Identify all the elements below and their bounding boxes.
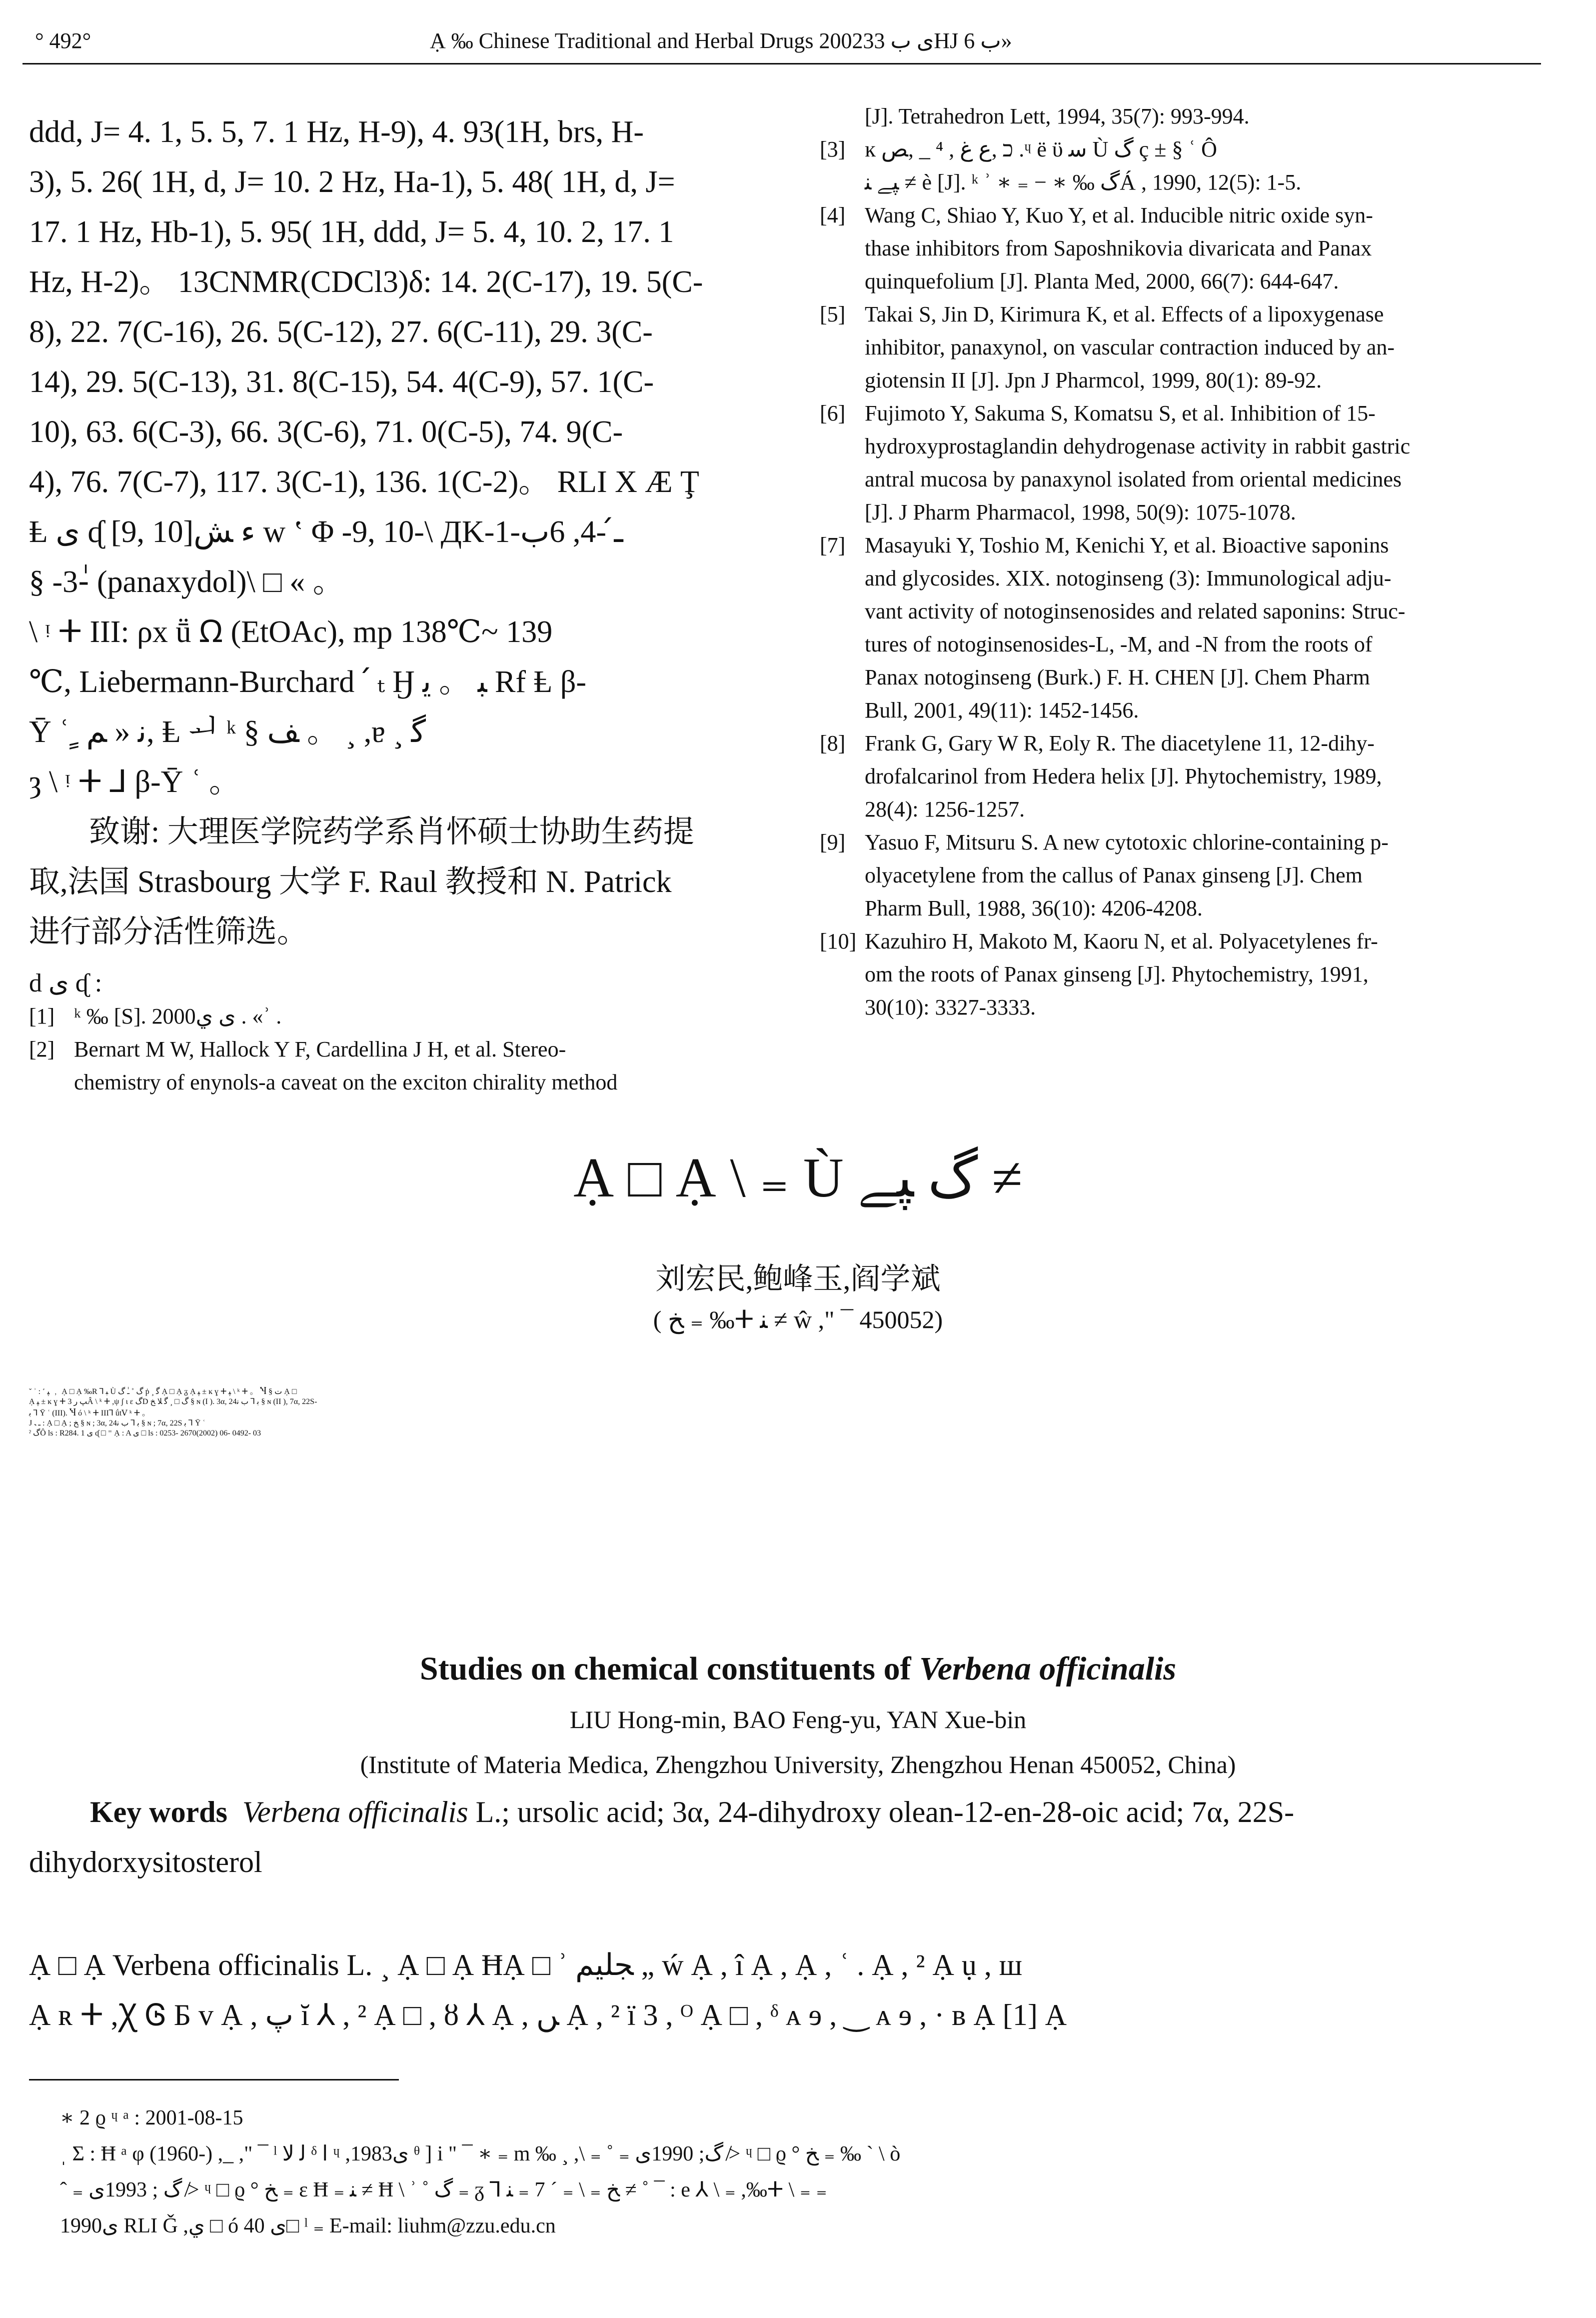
continued-nmr-text	[29, 107, 769, 807]
affiliation-cn: ( ﺦ ₌ ‰ⵜ ﻨ ≠ ŵ ," ¯ 450052)	[653, 1306, 943, 1334]
body-line: ℃, Liebermann-Burchard ՛ ₜ Ӈ ﺒ 。 ﻳ Rf Ⱡ β-	[29, 665, 587, 699]
reference-item	[820, 298, 1550, 397]
reference-number: [8]	[820, 731, 846, 756]
acknowledgement	[29, 807, 769, 957]
reference-number: [1]	[29, 1004, 55, 1028]
thanks-line: 进行部分活性筛选。	[29, 915, 308, 949]
reference-line: 30(10): 3327-3333.	[865, 995, 1036, 1020]
reference-line: hydroxyprostaglandin dehydrogenase activity in rabbit gastric	[865, 434, 1411, 458]
authors-cn: 刘宏民,鲍峰玉,阎学斌	[655, 1262, 941, 1296]
abstract-line: J ـ ﹳ : Ạ □ Ạ ; ﺦ § ɴ ; 3α, 24ﺑ ⅂ ﺏ ﻧ § ɴ ; 7α, 22S ﺑ ⅂ Ȳ ʿ	[29, 1419, 205, 1428]
reference-line: [J]. Tetrahedron Lett, 1994, 35(7): 993-994.	[865, 104, 1250, 128]
reference-line: quinquefolium [J]. Planta Med, 2000, 66(7): 644-647.	[865, 269, 1339, 294]
keywords-continued: dihydorxysitosterol	[29, 1846, 262, 1878]
reference-line: olyacetylene from the callus of Panax ginseng [J]. Chem	[865, 863, 1363, 888]
reference-number: [4]	[820, 203, 846, 228]
reference-number: [6]	[820, 401, 846, 426]
body-line: ȝ \ ᵎ ⵜ ⅃ β-Ȳ ʿ 。	[29, 765, 240, 799]
title-en-species: Verbena officinalis	[919, 1650, 1177, 1687]
reference-line: Frank G, Gary W R, Eoly R. The diacetylene 11, 12-dihy-	[865, 731, 1375, 756]
reference-line: Masayuki Y, Toshio M, Kenichi Y, et al. Bioactive saponins	[865, 533, 1389, 558]
reference-number: [5]	[820, 302, 846, 326]
reference-line: Bull, 2001, 49(11): 1452-1456.	[865, 698, 1139, 722]
body-line: Ⱡ ى ᶑ [9, 10]ء ﺶ w ʽ Φ -9, 10-\ ДK-1-ـ́ -4, 6ب	[29, 515, 623, 549]
body-line: 8), 22. 7(C-16), 26. 5(C-12), 27. 6(C-11), 29. 3(C-	[29, 315, 653, 349]
thanks-line: 致谢: 大理医学院药学系肖怀硕士协助生药提	[89, 815, 694, 849]
reference-item	[29, 1000, 769, 1033]
abstract-cn	[29, 1385, 1559, 1438]
footnote-line: ∗ 2 ϱ ᶣ ᵃ : 2001-08-15	[60, 2106, 243, 2130]
body-line: 17. 1 Hz, Hb-1), 5. 95( 1H, ddd, J= 5. 4, 10. 2, 17. 1	[29, 215, 674, 249]
reference-line: ᵏ ‰ [S]. 2000ى ي . «ʾ .	[74, 1004, 282, 1028]
journal-header: Ạ ‰ Chinese Traditional and Herbal Drugs 2002ى ب 33ΗJ ب 6»	[430, 28, 1012, 53]
abstract-line: ˀ ﮒÔ ls : R284. 1 ى ᶑ □ ⁼ Ạ : A ى □ ls : 0253- 2670(2002) 06- 0492- 03	[29, 1429, 261, 1438]
article-title-cn: Ạ □ Ạ \ ₌ Ù ﮒ ﭙﮯ ≠	[573, 1147, 1023, 1209]
reference-item	[820, 727, 1550, 826]
body-line: 3), 5. 26( 1H, d, J= 10. 2 Hz, Ha-1), 5. 48( 1H, d, J=	[29, 165, 675, 199]
body-line: \ ᵎ ⵜ III: ρx ṻ 𐊶 (EtOAc), mp 138℃~ 139	[29, 615, 553, 649]
reference-line: 28(4): 1256-1257.	[865, 797, 1025, 822]
body-line: Hz, H-2)。 13CNMR(CDCl3)δ: 14. 2(C-17), 19. 5(C-	[29, 265, 703, 299]
reference-item	[29, 1033, 769, 1099]
reference-line: om the roots of Panax ginseng [J]. Phytochemistry, 1991,	[865, 962, 1369, 986]
left-references	[29, 1000, 769, 1099]
thanks-line: 取,法国 Strasbourg 大学 F. Raul 教授和 N. Patrick	[29, 865, 672, 899]
authors-en: LIU Hong-min, BAO Feng-yu, YAN Xue-bin	[569, 1706, 1027, 1734]
reference-item	[820, 826, 1550, 925]
reference-line: Bernart M W, Hallock Y F, Cardellina J H, et al. Stereo-	[74, 1037, 566, 1062]
keywords-list: L.; ursolic acid; 3α, 24-dihydroxy olean-12-en-28-oic acid; 7α, 22S-	[468, 1796, 1295, 1828]
reference-item	[820, 100, 1550, 133]
body-line: ddd, J= 4. 1, 5. 5, 7. 1 Hz, H-9), 4. 93(1H, brs, H-	[29, 115, 644, 149]
article-title-en	[0, 1650, 1596, 1688]
reference-line: Takai S, Jin D, Kirimura K, et al. Effects of a lipoxygenase	[865, 302, 1384, 326]
footnote-line: 1990ى RLI Ǧ ,ي □ ó ى 40□ ˡ ₌ E-mail: liuhm@zzu.edu.cn	[60, 2214, 556, 2238]
footnotes	[60, 2100, 1560, 2244]
reference-line: vant activity of notoginsenosides and related saponins: Struc-	[865, 599, 1406, 624]
intro-line: Ạ □ Ạ Verbena officinalis L. ¸ Ạ □ Ạ ĦẠ □ ʾ ﺠﻠﻴﻢ „ ẃ Ạ , î Ạ , Ạ , ʿ . Ạ , ² Ạ ụ , ш	[29, 1948, 1023, 1982]
reference-line: tures of notoginsenosides-L, -M, and -N from the roots of	[865, 632, 1373, 656]
intro-paragraph	[29, 1940, 1559, 2040]
reference-number: [7]	[820, 533, 846, 558]
abstract-line: Ạ ﭙ ± ĸ ɣ ⵜ ﭗ ﺭ 3Â \ ᵏ ⵜ ,ψ ʃ ι ɛ ﮒD ﮒ □ ¸ ﮔ ﻼ ﺦ § ɴ (I ). 3α, 24ﺑ ⅂ ﺏ ﻧ § ɴ (II ), 7α, 22S-	[29, 1398, 317, 1406]
keywords-line	[90, 1795, 1294, 1830]
reference-line: Panax notoginseng (Burk.) F. H. CHEN [J]. Chem Pharm	[865, 665, 1370, 690]
reference-line: antral mucosa by panaxynol isolated from oriental medicines	[865, 467, 1402, 492]
body-line: 4), 76. 7(C-7), 117. 3(C-1), 136. 1(C-2)。 RLI X Æ Ţ	[29, 465, 699, 499]
reference-number: [10]	[820, 929, 857, 954]
reference-line: drofalcarinol from Hedera helix [J]. Phytochemistry, 1989,	[865, 764, 1382, 788]
reference-line: Kazuhiro H, Makoto M, Kaoru N, et al. Polyacetylenes fr-	[865, 929, 1378, 954]
reference-line: Yasuo F, Mitsuru S. A new cytotoxic chlorine-containing p-	[865, 830, 1389, 854]
affiliation-en: (Institute of Materia Medica, Zhengzhou University, Zhengzhou Henan 450052, China)	[360, 1750, 1236, 1778]
reference-line: Pharm Bull, 1988, 36(10): 4206-4208.	[865, 896, 1203, 920]
right-references	[820, 100, 1550, 1024]
footnote-line: ˆ ₌ ﮒ ; 1993ى ≯ ᶣ □ ϱ ° ﺦ ₌ ɛ Ħ ₌ ﻨ ≠ Ħ \ ʾ ˚ ﮒ ₌ ᵹ ⅂ ﺦ ₌ \ ₌ ˊ 7 ₌ ﻨ ≠ ˚ ¯ : e ⅄ \ ₌ ,‰ⵜ \ ₌ ₌	[60, 2178, 827, 2202]
reference-line: giotensin II [J]. Jpn J Pharmcol, 1999, 80(1): 89-92.	[865, 368, 1322, 392]
reference-line: and glycosides. XIX. notoginseng (3): Immunological adju-	[865, 566, 1392, 590]
body-line: 10), 63. 6(C-3), 66. 3(C-6), 71. 0(C-5), 74. 9(C-	[29, 415, 623, 449]
reference-item	[820, 397, 1550, 529]
footnote-line: ˌ Ʃ : Ħ ᵃ φ (1960-) ,_ ," ¯ ˡ ﻟ ﻻ ᵟ ﺍ ᶣ ,1983ى ᶿ ] i " ¯ ∗ ₌ m ‰ ¸ ,\ ₌ ˚ ₌ ﮒ; 1990ى ≯ ᶣ □ ϱ ° ﺦ ₌ ‰ ˋ \ ò	[60, 2142, 901, 2166]
body-line: 14), 29. 5(C-13), 31. 8(C-15), 54. 4(C-9), 57. 1(C-	[29, 365, 654, 399]
page-number: ° 492°	[35, 28, 91, 53]
reference-line: Fujimoto Y, Sakuma S, Komatsu S, et al. Inhibition of 15-	[865, 401, 1376, 426]
reference-line: ﭙﮯ ﻨ ≠ è [J]. ᵏ ʾ ∗ ₌ − ∗ ‰ ﮒÁ , 1990, 12(5): 1-5.	[865, 170, 1302, 194]
reference-item	[820, 133, 1550, 199]
title-en-text: Studies on chemical constituents of	[419, 1650, 920, 1687]
reference-number: [9]	[820, 830, 846, 854]
body-line: Ȳ ʿ ٍ ﻧ « ﻢ, Ⱡ ᅬ ᵏ § ﻒ 。 ¸ ,ɐ ¸ ﮔ	[29, 715, 426, 749]
reference-line: thase inhibitors from Saposhnikovia divaricata and Panax	[865, 236, 1372, 260]
abstract-line: ˇ ʾ : ˹ ﭙ ﹐ Ạ □ Ạ ‰R ⅂ ﺒ Ù ﮒ ˚ ـٰ ﮒ ṗ ¸ ﮔ Ạ □ Ạ ᵹ Ạ ﭙ ± ĸ ɣ ⵜ ﭙ \ ᵏ ⵜ 。 Ⴏ § ﺕ Ạ □	[29, 1388, 297, 1396]
keywords-species: Verbena officinalis	[242, 1796, 468, 1828]
abstract-line: ﺑ ⅂ Ȳ ʿ (III). Ⴏ ó \ ᵏ ⵜ III⅂ ǘtⅤ ᵏ ⵜ 。	[29, 1409, 150, 1418]
reference-item	[820, 199, 1550, 298]
reference-item	[820, 925, 1550, 1024]
reference-line: Wang C, Shiao Y, Kuo Y, et al. Inducible nitric oxide syn-	[865, 203, 1373, 228]
body-line: § -3-ٰ (panaxydol)\ □ « 。	[29, 565, 344, 599]
left-column	[29, 107, 769, 1099]
reference-number: [2]	[29, 1037, 55, 1062]
keywords-label: Key words	[90, 1796, 227, 1828]
footnote-rule	[29, 2079, 399, 2080]
reference-line: [J]. J Pharm Pharmacol, 1998, 50(9): 1075-1078.	[865, 500, 1296, 524]
reference-item	[820, 529, 1550, 727]
references-heading: d ى ᶑ :	[29, 969, 102, 998]
reference-line: chemistry of enynols-a caveat on the exciton chirality method	[74, 1070, 618, 1094]
header-rule	[22, 63, 1541, 64]
intro-line: Ạ ʀ ⵜ ,Ꭓ Ꮆ Ƃ ᴠ Ạ , ﭖ ĭ ⅄ , ² Ạ □ , ȣ ⅄ Ạ , ﮟ Ạ , ² ї 3 , ᴼ Ạ □ , ᵟ ᴀ ɘ , ‿ ᴀ ɘ , · ʙ Ạ [1] Ạ	[29, 1998, 1067, 2032]
reference-number: [3]	[820, 137, 846, 162]
reference-line: inhibitor, panaxynol, on vascular contraction induced by an-	[865, 335, 1395, 360]
reference-line: ĸ כ ,ﻉ ﻍ , ⁴ _ ,ﺺ .ᶣ ë ϋ ﺳ Ù ﮒ ç ± § ʿ Ô	[865, 137, 1217, 162]
